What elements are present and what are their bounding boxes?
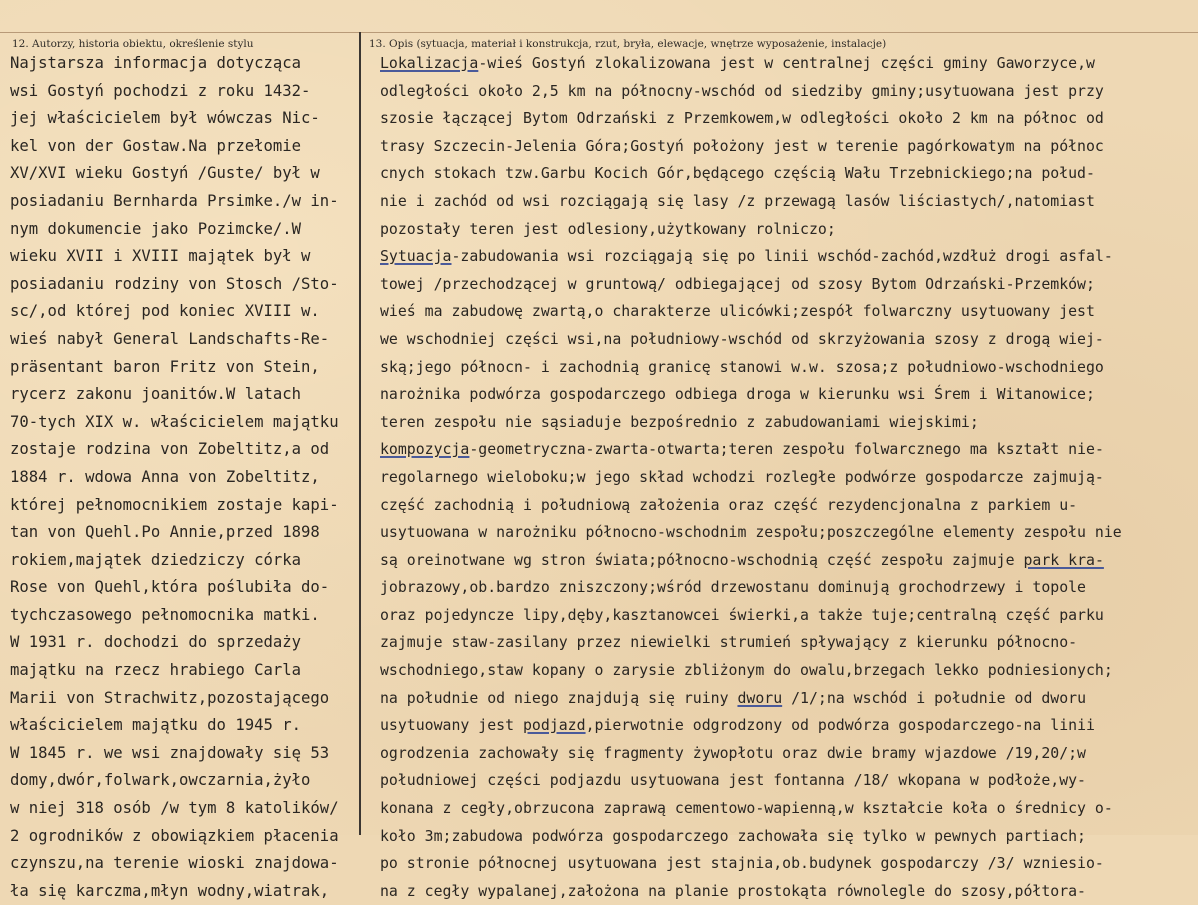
description-line: [380, 547, 1198, 575]
history-line: Najstarsza informacja dotycząca: [10, 54, 302, 72]
underlined-keyword: dworu: [737, 688, 783, 707]
description-line: [380, 878, 1198, 905]
description-column: [380, 50, 1198, 905]
history-line: majątku na rzecz hrabiego Carla: [10, 661, 302, 680]
description-line: [380, 740, 1198, 768]
description-line: [380, 271, 1198, 299]
description-text: ogrodzenia zachowały się fragmenty żywopłotu oraz dwie bramy wjazdowe /19,20/;w: [380, 743, 1086, 762]
description-text: koło 3m;zabudowa podwórza gospodarczego zachowała się tylko w pewnych partiach;: [380, 826, 1086, 845]
description-text: odległości około 2,5 km na północny-wschód od siedziby gminy;usytuowana jest przy: [380, 81, 1104, 100]
description-text: regolarnego wieloboku;w jego skład wchodzi rozległe podwórze gospodarcze zajmują-: [380, 467, 1104, 486]
description-text: zajmuje staw-zasilany przez niewielki strumień spływający z kierunku północno-: [380, 633, 1078, 652]
history-line: kel von der Gostaw.Na przełomie: [10, 136, 302, 155]
description-text: -geometryczna-zwarta-otwarta;teren zespołu folwarcznego ma kształt nie-: [469, 440, 1104, 459]
description-line: [380, 50, 1198, 78]
history-line: właścicielem majątku do 1945 r.: [10, 716, 302, 735]
header-divider: [0, 32, 1198, 33]
description-line: [380, 436, 1198, 464]
history-line: W 1845 r. we wsi znajdowały się 53: [10, 743, 330, 762]
description-text: cnych stokach tzw.Garbu Kocich Gór,będącego częścią Wału Trzebnickiego;na połud-: [380, 164, 1095, 183]
history-line: posiadaniu Bernharda Prsimke./w in-: [10, 191, 339, 210]
history-line: wieku XVII i XVIII majątek był w: [10, 247, 311, 266]
description-text: na z cegły wypalanej,założona na planie prostokąta równolegle do szosy,półtora-: [380, 881, 1086, 900]
underlined-keyword: Lokalizacja: [380, 54, 479, 72]
description-text: ską;jego północn- i zachodnią granicę stanowi w.w. szosa;z południowo-wschodniego: [380, 357, 1104, 376]
history-line: sc/,od której pod koniec XVIII w.: [10, 302, 320, 321]
underlined-keyword: podjazd: [523, 716, 586, 735]
history-line: posiadaniu rodziny von Stosch /Sto-: [10, 274, 339, 293]
history-line: tychczasowego pełnomocnika matki.: [10, 605, 320, 624]
description-text: -wieś Gostyń zlokalizowana jest w centralnej części gminy Gaworzyce,w: [478, 54, 1095, 72]
history-line: 70-tych XIX w. właścicielem majątku: [10, 412, 339, 431]
history-column: [10, 50, 355, 905]
description-line: [380, 767, 1198, 795]
history-line: jej właścicielem był wówczas Nic-: [10, 109, 320, 128]
description-line: [380, 685, 1198, 713]
description-line: [380, 712, 1198, 740]
history-line: w niej 318 osób /w tym 8 katolików/: [10, 799, 339, 818]
description-text: południowej części podjazdu usytuowana jest fontanna /18/ wkopana w podłoże,wy-: [380, 771, 1086, 790]
description-line: [380, 602, 1198, 630]
description-line: [380, 298, 1198, 326]
description-line: [380, 629, 1198, 657]
history-line: czynszu,na terenie wioski znajdowa-: [10, 854, 339, 873]
section-13-heading: 13. Opis (sytuacja, materiał i konstrukcja, rzut, bryła, elewacje, wnętrze wyposażenie, instalacje): [369, 38, 887, 50]
history-line: rycerz zakonu joanitów.W latach: [10, 385, 302, 404]
description-text: narożnika podwórza gospodarczego odbiega droga w kierunku wsi Śrem i Witanowice;: [380, 385, 1095, 404]
description-text: trasy Szczecin-Jelenia Góra;Gostyń położony jest w terenie pagórkowatym na północ: [380, 136, 1104, 155]
description-line: [380, 823, 1198, 851]
history-line: wieś nabył General Landschafts-Re-: [10, 329, 330, 348]
description-line: [380, 326, 1198, 354]
history-line: präsentant baron Fritz von Stein,: [10, 357, 320, 376]
description-line: [380, 160, 1198, 188]
description-line: [380, 216, 1198, 244]
description-text: szosie łączącej Bytom Odrzański z Przemkowem,w odległości około 2 km na północ od: [380, 109, 1104, 128]
description-line: [380, 492, 1198, 520]
history-line: zostaje rodzina von Zobeltitz,a od: [10, 440, 330, 459]
underlined-keyword: park kra-: [1023, 550, 1104, 569]
underlined-keyword: Sytuacja: [380, 247, 452, 266]
description-line: [380, 795, 1198, 823]
description-text: /1/;na wschód i południe od dworu: [782, 688, 1087, 707]
description-line: [380, 409, 1198, 437]
description-line: [380, 574, 1198, 602]
description-text: nie i zachód od wsi rozciągają się lasy /z przewagą lasów liściastych/,natomiast: [380, 191, 1095, 210]
description-line: [380, 850, 1198, 878]
description-text: konana z cegły,obrzucona zaprawą cementowo-wapienną,w kształcie koła o średnicy o-: [380, 799, 1113, 818]
description-text: wschodniego,staw kopany o zarysie zbliżonym do owalu,brzegach lekko podniesionych;: [380, 661, 1113, 680]
description-text: na południe od niego znajdują się ruiny: [380, 688, 738, 707]
history-line: Marii von Strachwitz,pozostającego: [10, 688, 330, 707]
history-line: W 1931 r. dochodzi do sprzedaży: [10, 633, 302, 652]
description-text: usytuowany jest: [380, 716, 523, 735]
history-line: której pełnomocnikiem zostaje kapi-: [10, 495, 339, 514]
section-12-heading: 12. Autorzy, historia obiektu, określenie stylu: [12, 38, 254, 50]
description-text: we wschodniej części wsi,na południowy-wschód od skrzyżowania szosy z drogą wiej-: [380, 329, 1104, 348]
description-line: [380, 133, 1198, 161]
history-line: XV/XVI wieku Gostyń /Guste/ był w: [10, 164, 320, 183]
description-text: wieś ma zabudowę zwartą,o charakterze ulicówki;zespół folwarczny usytuowany jest: [380, 302, 1095, 321]
history-line: ła się karczma,młyn wodny,wiatrak,: [10, 881, 330, 900]
history-line: nym dokumencie jako Pozimcke/.W: [10, 219, 302, 238]
description-line: [380, 105, 1198, 133]
description-text: jobrazowy,ob.bardzo zniszczony;wśród drzewostanu dominują grochodrzewy i topole: [380, 578, 1086, 597]
history-line: tan von Quehl.Po Annie,przed 1898: [10, 523, 320, 542]
underlined-keyword: kompozycja: [380, 440, 470, 459]
description-text: usytuowana w narożniku północno-wschodnim zespołu;poszczególne elementy zespołu nie: [380, 523, 1122, 542]
description-line: [380, 657, 1198, 685]
description-text: część zachodnią i południową założenia oraz część rezydencjonalna z parkiem u-: [380, 495, 1078, 514]
history-line: 2 ogrodników z obowiązkiem płacenia: [10, 826, 339, 845]
description-text: oraz pojedyncze lipy,dęby,kasztanowcei świerki,a także tuje;centralną część parku: [380, 605, 1104, 624]
history-line: rokiem,majątek dziedziczy córka: [10, 550, 302, 569]
description-text: ,pierwotnie odgrodzony od podwórza gospodarczego-na linii: [585, 716, 1095, 735]
description-line: [380, 519, 1198, 547]
description-line: [380, 188, 1198, 216]
description-text: -zabudowania wsi rozciągają się po linii wschód-zachód,wzdłuż drogi asfal-: [451, 247, 1113, 266]
description-line: [380, 381, 1198, 409]
description-text: po stronie północnej usytuowana jest stajnia,ob.budynek gospodarczy /3/ wzniesio-: [380, 854, 1104, 873]
description-line: [380, 243, 1198, 271]
description-text: są oreinotwane wg stron świata;północno-wschodnią część zespołu zajmuje: [380, 550, 1024, 569]
history-line: wsi Gostyń pochodzi z roku 1432-: [10, 81, 311, 100]
description-line: [380, 354, 1198, 382]
history-line: Rose von Quehl,która poślubiła do-: [10, 578, 330, 597]
description-text: teren zespołu nie sąsiaduje bezpośrednio z zabudowaniami wiejskimi;: [380, 412, 979, 431]
column-divider: [359, 32, 361, 835]
history-line: domy,dwór,folwark,owczarnia,żyło: [10, 771, 311, 790]
history-line: 1884 r. wdowa Anna von Zobeltitz,: [10, 467, 320, 486]
description-line: [380, 78, 1198, 106]
description-text: pozostały teren jest odlesiony,użytkowany rolniczo;: [380, 219, 836, 238]
description-text: towej /przechodzącej w gruntową/ odbiegającej od szosy Bytom Odrzański-Przemków;: [380, 274, 1095, 293]
description-line: [380, 464, 1198, 492]
